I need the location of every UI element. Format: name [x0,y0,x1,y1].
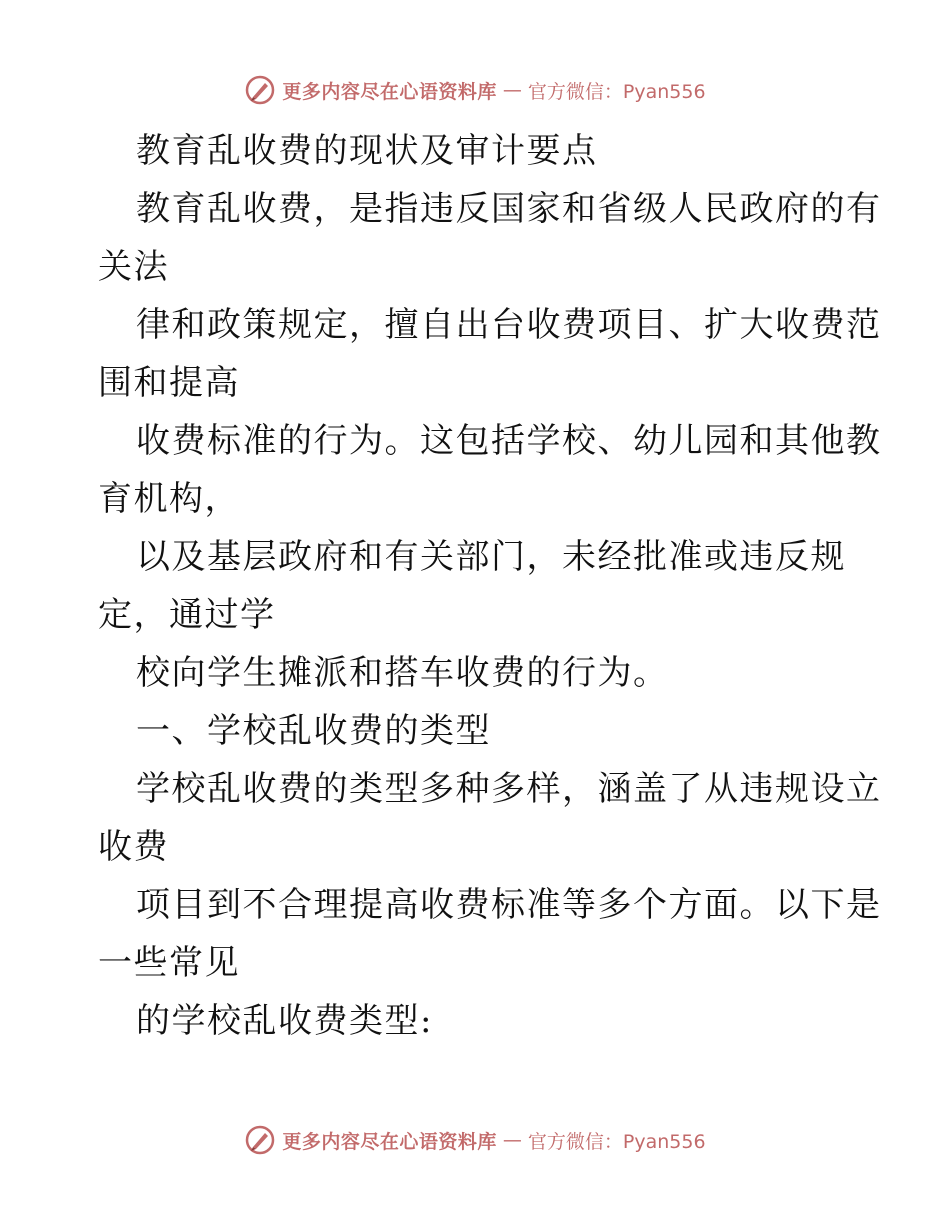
body-line: 的学校乱收费类型: [136,1001,433,1041]
header-banner [0,70,950,110]
header-banner-dash: — [502,79,522,101]
body-line: 律和政策规定，擅自出台收费项目、扩大收费范 [136,305,882,345]
footer-banner-dash: — [502,1129,522,1151]
header-banner-text: 更多内容尽在心语资料库 [282,80,497,103]
body-line: 定，通过学 [98,595,276,635]
section-heading: 一、学校乱收费的类型 [136,711,491,751]
body-line: 项目到不合理提高收费标准等多个方面。以下是 [136,885,882,925]
body-line: 以及基层政府和有关部门，未经批准或违反规 [136,537,846,577]
document-body [98,122,882,1050]
body-line: 一些常见 [98,943,240,983]
body-line: 收费标准的行为。这包括学校、幼儿园和其他教 [136,421,882,461]
header-banner-wechat: 官方微信：Pyan556 [527,80,706,103]
quill-pen-circle-icon [244,1124,276,1156]
footer-banner-text: 更多内容尽在心语资料库 [282,1130,497,1153]
body-line: 校向学生摊派和搭车收费的行为。 [136,653,669,693]
document-title: 教育乱收费的现状及审计要点 [136,131,598,171]
quill-pen-circle-icon [244,74,276,106]
footer-banner [0,1120,950,1160]
body-line: 学校乱收费的类型多种多样，涵盖了从违规设立 [136,769,882,809]
body-line: 围和提高 [98,363,240,403]
body-line: 关法 [98,247,169,287]
footer-banner-wechat: 官方微信：Pyan556 [527,1130,706,1153]
body-line: 收费 [98,827,169,867]
body-line: 育机构， [98,479,240,519]
body-line: 教育乱收费，是指违反国家和省级人民政府的有 [136,189,882,229]
